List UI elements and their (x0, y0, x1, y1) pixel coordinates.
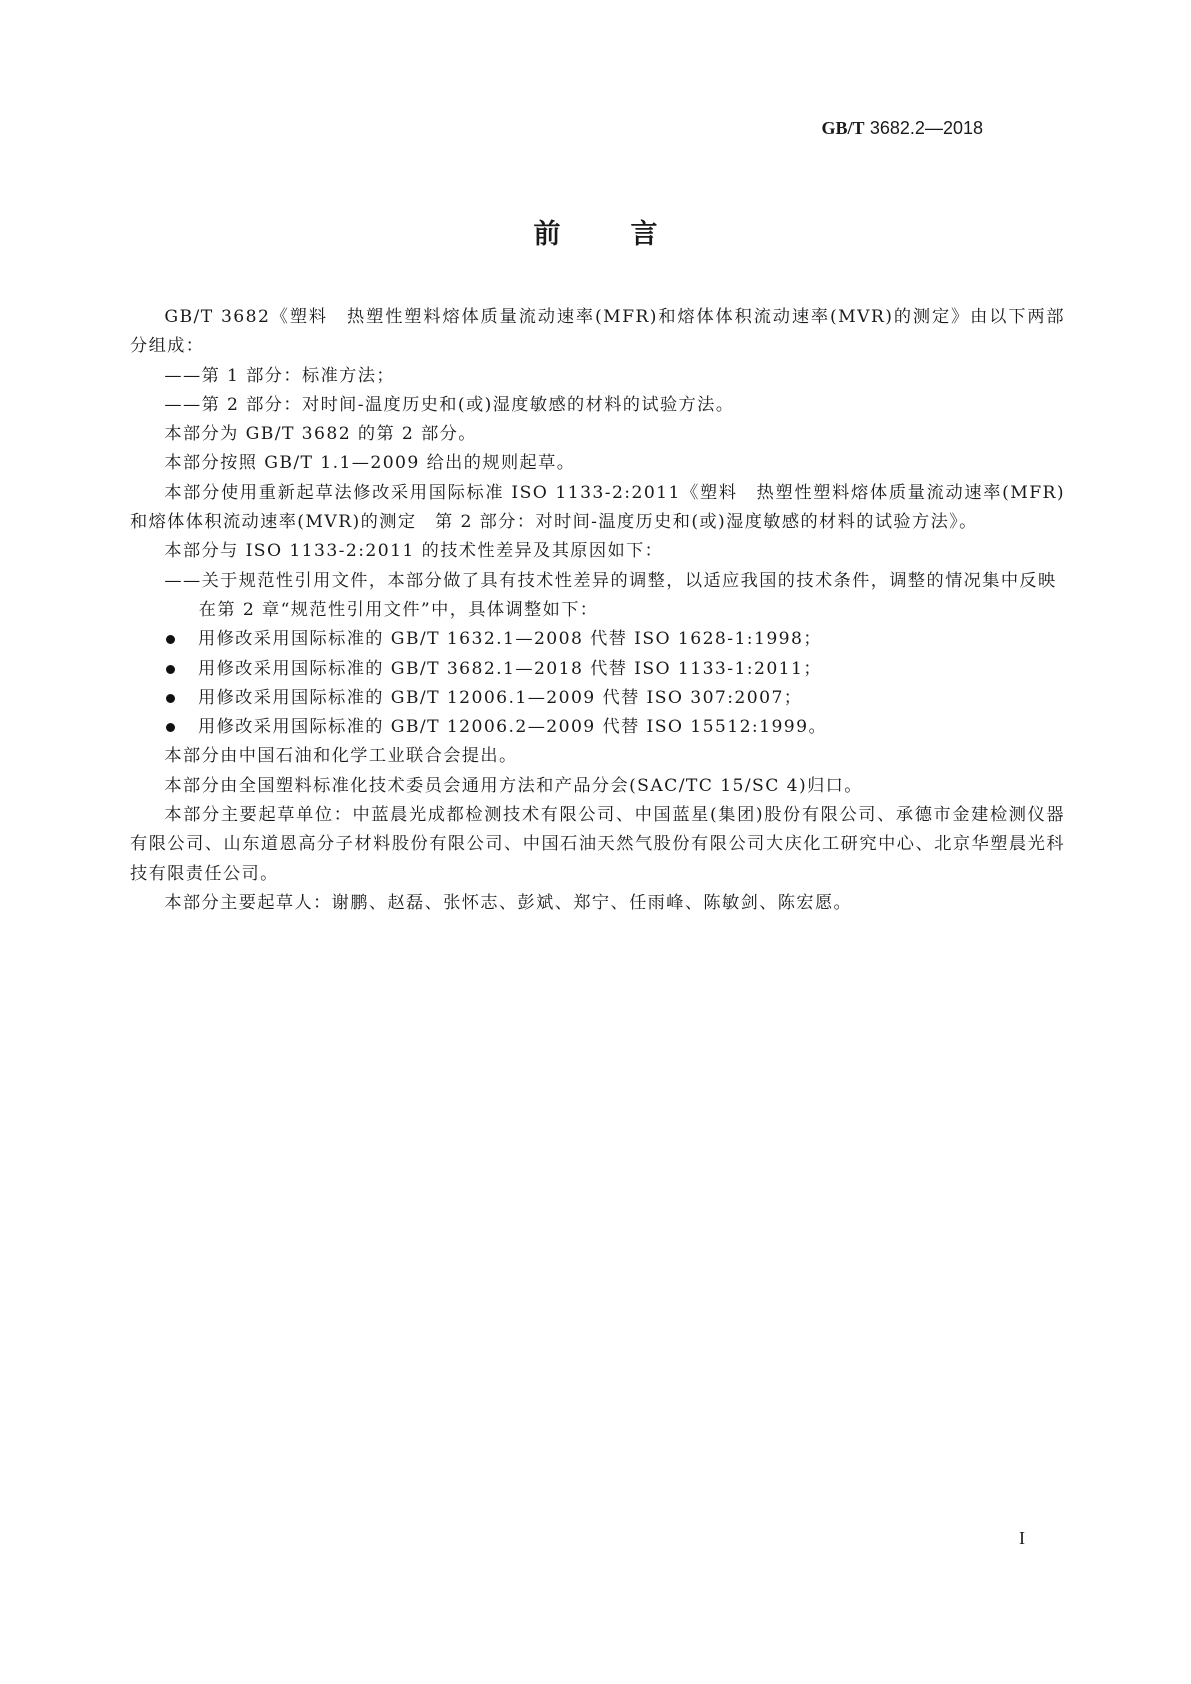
bullet-icon (166, 635, 175, 644)
drafting-units-paragraph: 本部分主要起草单位：中蓝晨光成都检测技术有限公司、中国蓝星(集团)股份有限公司、承德市金建检测仪器有限公司、山东道恩高分子材料股份有限公司、中国石油天然气股份有限公司大庆化工研究中心、北京华塑晨光科技有限责任公司。 (130, 805, 1065, 884)
jurisdiction-paragraph: 本部分由全国塑料标准化技术委员会通用方法和产品分会(SAC/TC 15/SC 4)归口。 (164, 775, 863, 796)
bullet-item (130, 713, 1065, 742)
differences-paragraph: 本部分与 ISO 1133-2:2011 的技术性差异及其原因如下： (164, 541, 664, 562)
bullet-icon (166, 723, 175, 732)
bullet-item (130, 684, 1065, 713)
part-2-item: ——第 2 部分：对时间-温度历史和(或)湿度敏感的材料的试验方法。 (164, 394, 735, 415)
part-1-item: ——第 1 部分：标准方法； (164, 365, 395, 386)
proposed-by-paragraph: 本部分由中国石油和化学工业联合会提出。 (164, 746, 518, 767)
normative-refs-item: ——关于规范性引用文件，本部分做了具有技术性差异的调整，以适应我国的技术条件，调整的情况集中反映在第 2 章“规范性引用文件”中，具体调整如下： (164, 570, 1057, 620)
standard-prefix: GB/T (821, 118, 865, 138)
drafters-paragraph: 本部分主要起草人：谢鹏、赵磊、张怀志、彭斌、郑宁、任雨峰、陈敏剑、陈宏愿。 (164, 892, 853, 913)
bullet-item (130, 655, 1065, 684)
bullet-icon (166, 694, 175, 703)
bullet-text: 用修改采用国际标准的 GB/T 1632.1—2008 代替 ISO 1628-1:1998； (198, 629, 822, 650)
standard-number: 3682.2—2018 (869, 118, 983, 138)
this-part-paragraph: 本部分为 GB/T 3682 的第 2 部分。 (164, 424, 477, 445)
bullet-text: 用修改采用国际标准的 GB/T 3682.1—2018 代替 ISO 1133-1:2011； (198, 658, 822, 679)
page-title (0, 212, 1191, 251)
intro-paragraph: GB/T 3682《塑料 热塑性塑料熔体质量流动速率(MFR)和熔体体积流动速率(MVR)的测定》由以下两部分组成： (130, 307, 1065, 357)
bullet-item (130, 625, 1065, 654)
bullet-text: 用修改采用国际标准的 GB/T 12006.1—2009 代替 ISO 307:2007； (198, 687, 803, 708)
adoption-paragraph: 本部分使用重新起草法修改采用国际标准 ISO 1133-2:2011《塑料 热塑性塑料熔体质量流动速率(MFR)和熔体体积流动速率(MVR)的测定 第 2 部分：对时间-温度历史和(或)湿度敏感的材料的试验方法》。 (130, 482, 1065, 533)
title-char-2: 言 (630, 219, 658, 250)
standard-code (821, 118, 983, 139)
title-char-1: 前 (533, 219, 561, 250)
page-number: I (1019, 1528, 1025, 1548)
bullet-icon (166, 665, 175, 674)
drafting-rules-paragraph: 本部分按照 GB/T 1.1—2009 给出的规则起草。 (164, 453, 576, 474)
bullet-text: 用修改采用国际标准的 GB/T 12006.2—2009 代替 ISO 15512:1999。 (198, 717, 828, 738)
foreword-body (130, 303, 1065, 918)
